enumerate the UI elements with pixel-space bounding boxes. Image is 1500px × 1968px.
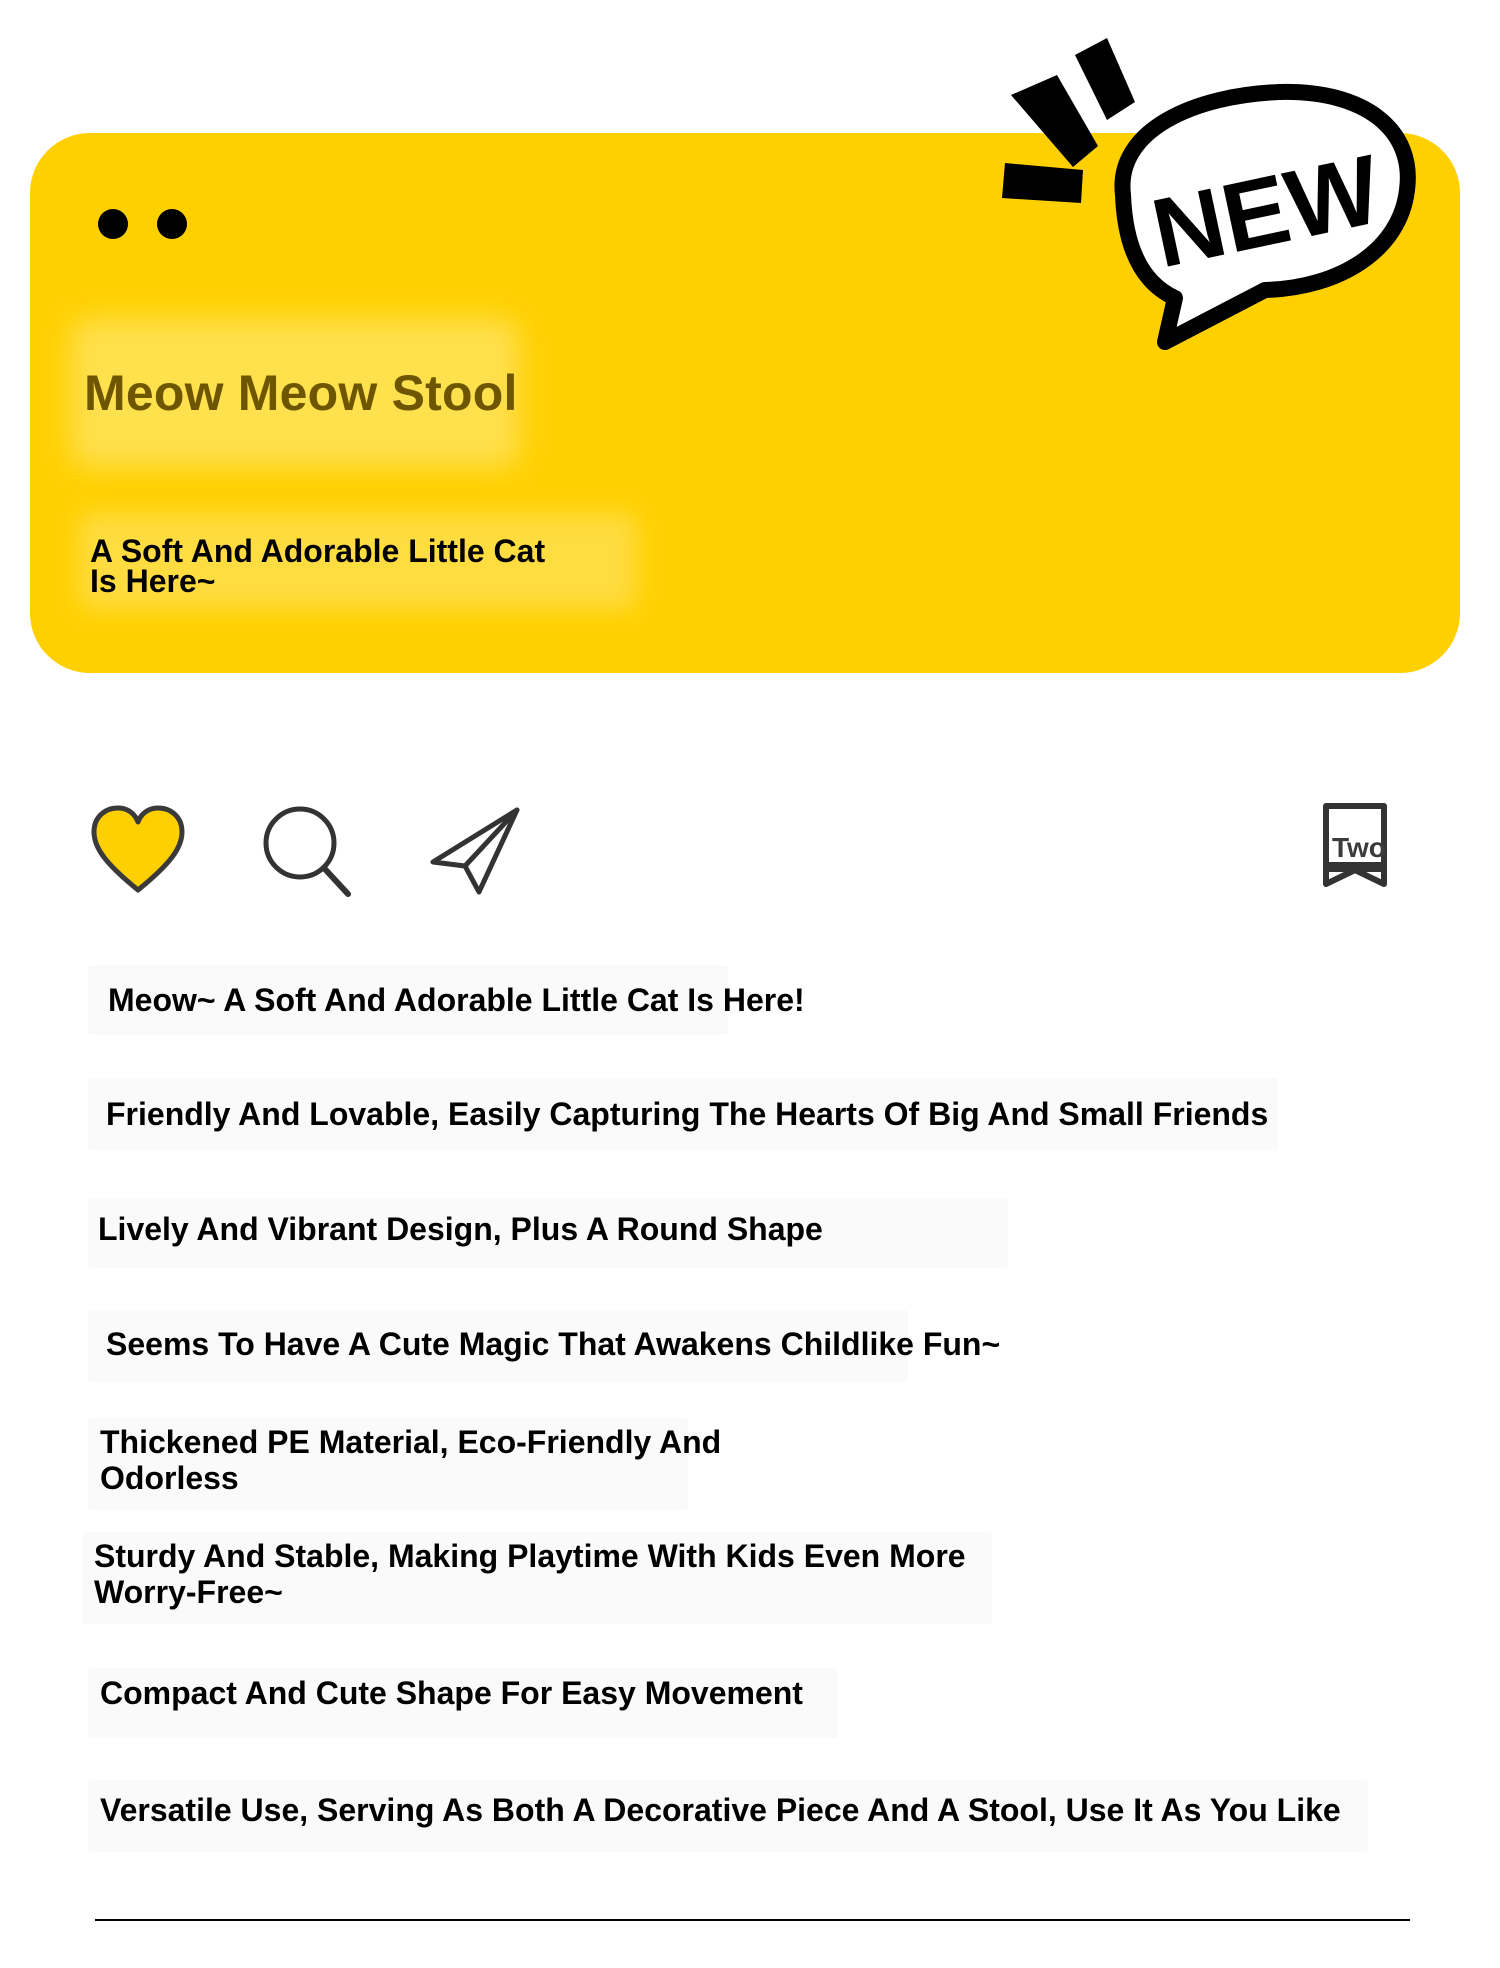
feature-item: Thickened PE Material, Eco-Friendly And Odorless xyxy=(100,1424,722,1496)
send-icon xyxy=(425,800,525,900)
feature-item: Compact And Cute Shape For Easy Movement xyxy=(100,1675,803,1711)
feature-item: Lively And Vibrant Design, Plus A Round Shape xyxy=(98,1211,823,1247)
bottom-divider xyxy=(95,1919,1410,1921)
feature-item: Sturdy And Stable, Making Playtime With Kids Even More Worry-Free~ xyxy=(94,1538,966,1610)
search-icon xyxy=(255,800,355,900)
like-button[interactable] xyxy=(88,800,188,900)
feature-item: Meow~ A Soft And Adorable Little Cat Is Here! xyxy=(108,982,805,1018)
feature-item: Versatile Use, Serving As Both A Decorative Piece And A Stool, Use It As You Like xyxy=(100,1792,1341,1828)
new-badge xyxy=(995,20,1425,360)
bookmark-label: Two xyxy=(1332,832,1386,863)
new-badge-text: NEW xyxy=(1142,133,1390,289)
search-button[interactable] xyxy=(255,800,355,900)
window-dot-right xyxy=(157,209,187,239)
product-title: Meow Meow Stool xyxy=(84,365,518,421)
new-speech-bubble-icon xyxy=(995,20,1425,360)
feature-item: Seems To Have A Cute Magic That Awakens Childlike Fun~ xyxy=(106,1326,1001,1362)
share-button[interactable] xyxy=(425,800,525,900)
feature-item: Friendly And Lovable, Easily Capturing The Hearts Of Big And Small Friends xyxy=(106,1096,1269,1132)
heart-icon xyxy=(88,800,188,900)
window-dot-left xyxy=(98,209,128,239)
product-subtitle: A Soft And Adorable Little Cat Is Here~ xyxy=(90,533,546,599)
